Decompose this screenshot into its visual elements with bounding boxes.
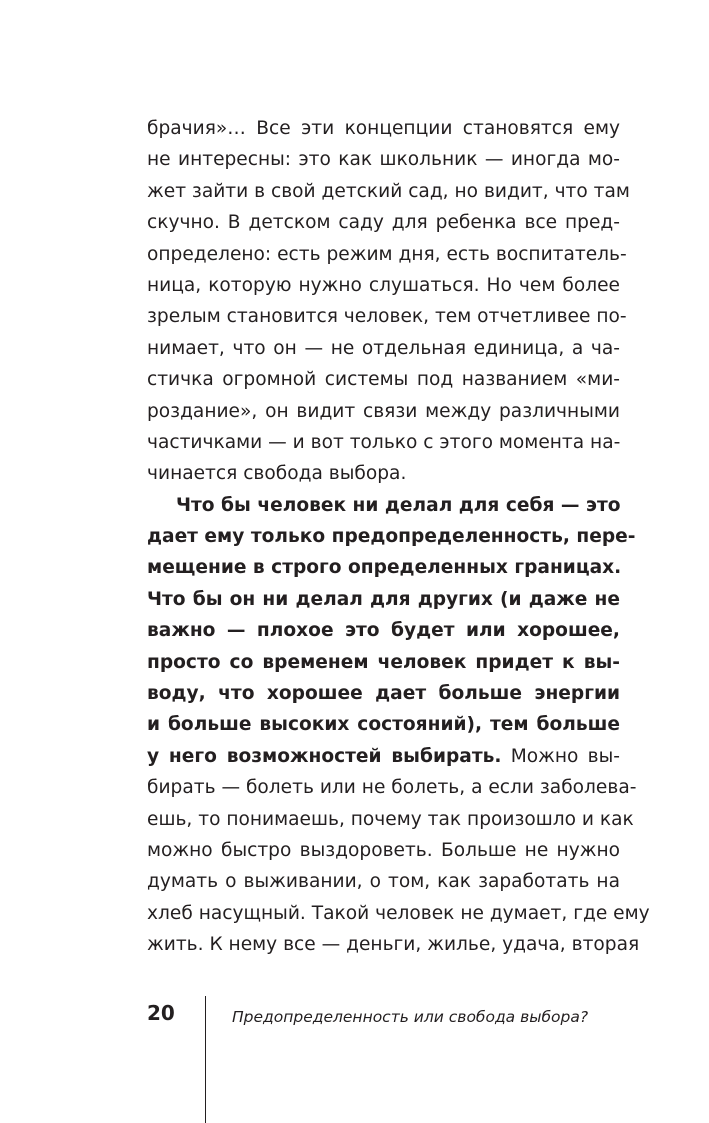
regular-fragment: Можно вы- xyxy=(501,745,620,767)
text-line: скучно. В детском саду для ребенка все пред- xyxy=(147,212,620,234)
text-line: чинается свобода выбора. xyxy=(147,463,407,485)
text-line: хлеб насущный. Такой человек не думает, где ему xyxy=(147,902,650,924)
text-line: можно быстро выздороветь. Больше не нужно xyxy=(147,839,620,861)
text-line: жить. К нему все — деньги, жилье, удача, вторая xyxy=(147,934,640,956)
bold-text-line: просто со временем человек придет к вы- xyxy=(147,651,620,673)
text-line: частичками — и вот только с этого момента на- xyxy=(147,431,621,453)
text-line: думать о выживании, о том, как заработать на xyxy=(147,871,620,893)
text-line: определено: есть режим дня, есть воспитатель- xyxy=(147,243,627,265)
bold-text-line: и больше высоких состояний), тем больше xyxy=(147,714,620,736)
text-line: роздание», он видит связи между различными xyxy=(147,400,620,422)
body-text xyxy=(147,113,650,961)
text-line: брачия»… Все эти концепции становятся ему xyxy=(147,118,620,139)
running-title: Предопределенность или свобода выбора? xyxy=(232,1008,589,1026)
bold-text-line: дает ему только предопределенность, пере- xyxy=(147,526,636,548)
text-line: нимает, что он — не отдельная единица, а ча- xyxy=(147,337,620,359)
text-line: стичка огромной системы под названием «ми- xyxy=(147,369,620,391)
text-line: зрелым становится человек, тем отчетливее по- xyxy=(147,306,627,328)
mixed-text-line xyxy=(147,741,620,772)
bold-text-line: Что бы человек ни делал для себя — это xyxy=(176,494,621,516)
bold-fragment: у него возможностей выбирать. xyxy=(147,745,502,767)
footer-divider xyxy=(205,996,206,1123)
text-line: бирать — болеть или не болеть, а если заболева- xyxy=(147,777,637,799)
text-line: ешь, то понимаешь, почему так произошло и как xyxy=(147,808,634,830)
text-line: жет зайти в свой детский сад, но видит, что там xyxy=(147,180,630,202)
page-number: 20 xyxy=(147,1001,175,1025)
bold-text-line: важно — плохое это будет или хорошее, xyxy=(147,620,620,642)
bold-text-line: мещение в строго определенных границах. xyxy=(147,557,622,579)
text-line: не интересны: это как школьник — иногда мо- xyxy=(147,149,620,171)
bold-text-line: воду, что хорошее дает больше энергии xyxy=(147,683,620,705)
text-line: ница, которую нужно слушаться. Но чем более xyxy=(147,274,620,296)
bold-text-line: Что бы он ни делал для других (и даже не xyxy=(147,588,620,610)
